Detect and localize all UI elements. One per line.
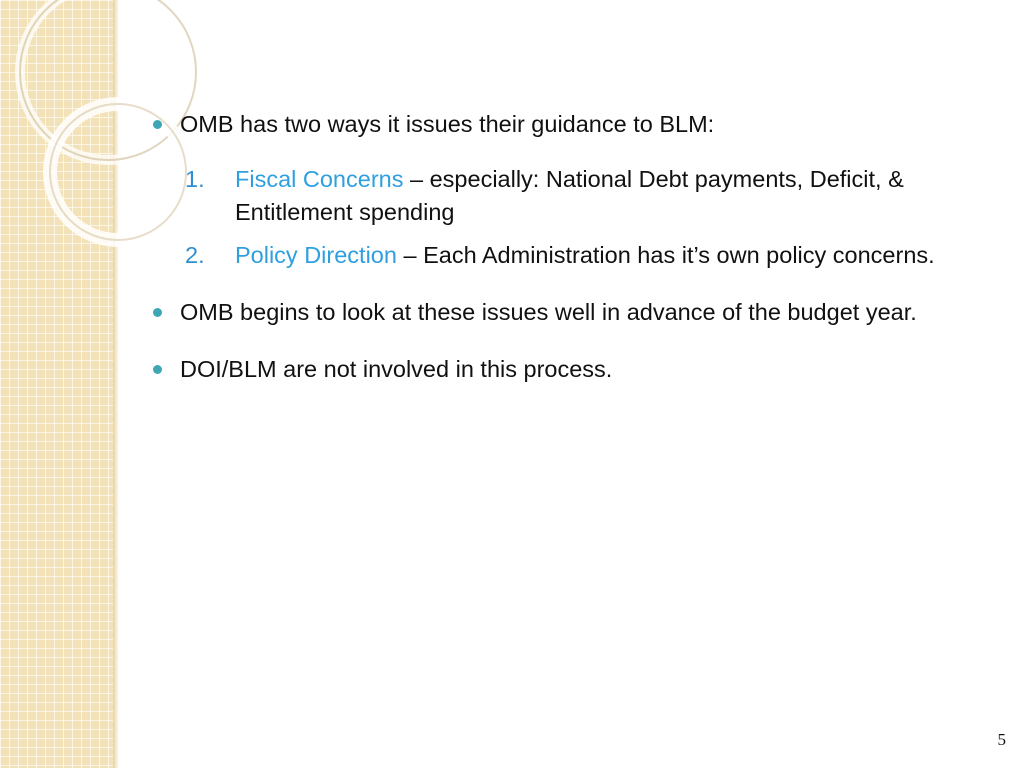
item-term: Policy Direction	[235, 242, 397, 268]
bullet-dot-icon	[153, 308, 162, 317]
numbered-list	[148, 163, 948, 272]
bullet-dot-icon	[153, 120, 162, 129]
bullet-dot-icon	[153, 365, 162, 374]
page-number: 5	[997, 730, 1006, 749]
numbered-item	[185, 163, 948, 229]
bullet-item	[148, 108, 948, 141]
bullet-text: OMB has two ways it issues their guidance to BLM:	[180, 111, 715, 137]
item-description: – Each Administration has it’s own policy concerns.	[396, 242, 935, 268]
item-description: – especially: National Debt payments, Deficit, & Entitlement spending	[235, 166, 904, 225]
bullet-item	[148, 296, 948, 329]
slide-content	[148, 108, 948, 386]
decorative-rings	[0, 0, 160, 260]
item-term: Fiscal Concerns	[235, 166, 404, 192]
item-number: 2.	[185, 242, 205, 268]
item-number: 1.	[185, 166, 205, 192]
bullet-text: DOI/BLM are not involved in this process.	[180, 356, 613, 382]
bullet-text: OMB begins to look at these issues well in advance of the budget year.	[180, 299, 917, 325]
numbered-item	[185, 239, 948, 272]
bullet-item	[148, 353, 948, 386]
